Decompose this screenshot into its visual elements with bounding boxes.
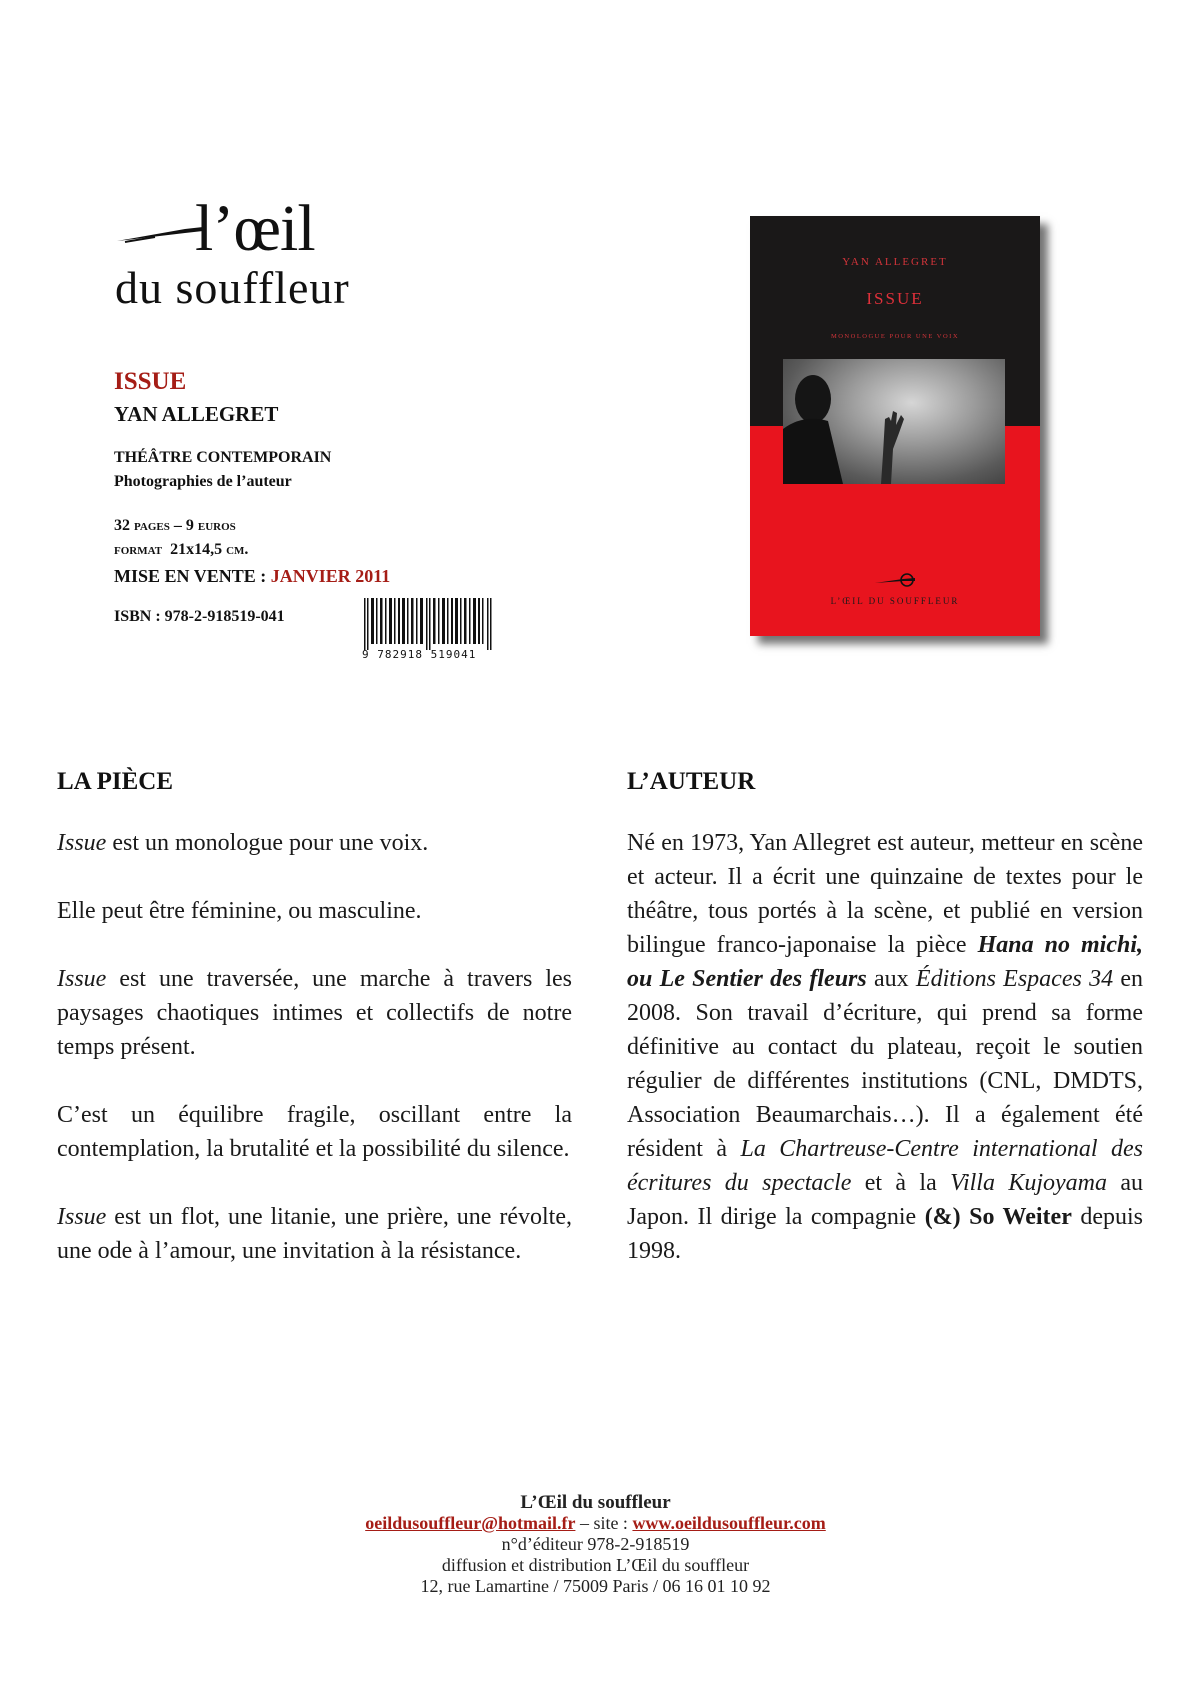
cover-title: ISSUE bbox=[866, 289, 924, 308]
book-format bbox=[114, 541, 248, 559]
book-isbn: ISBN : 978-2-918519-041 bbox=[114, 608, 285, 625]
piece-paragraph bbox=[57, 1200, 572, 1268]
bio-text: depuis 1998. bbox=[627, 1204, 1143, 1264]
book-photo-credit: Photographies de l’auteur bbox=[114, 473, 292, 490]
piece-paragraph bbox=[57, 826, 572, 860]
pages-count: 32 bbox=[114, 517, 130, 534]
book-title: ISSUE bbox=[114, 368, 187, 395]
book-release bbox=[114, 566, 390, 587]
book-author: YAN ALLEGRET bbox=[114, 402, 279, 426]
footer-publisher-name: L’Œil du souffleur bbox=[520, 1492, 671, 1513]
footer-distribution: diffusion et distribution L’Œil du souffleur bbox=[441, 1555, 750, 1575]
book-cover bbox=[750, 216, 1040, 636]
release-date: JANVIER 2011 bbox=[270, 566, 391, 586]
cover-photo bbox=[783, 359, 1005, 484]
play-title-italic: Issue bbox=[57, 966, 107, 992]
footer-editor-number: n°d’éditeur 978-2-918519 bbox=[501, 1534, 690, 1554]
bio-residency: La Chartreuse-Centre international des écritures du spectacle bbox=[627, 1136, 1144, 1196]
price-value: 9 bbox=[185, 517, 194, 534]
piece-paragraph bbox=[57, 894, 572, 928]
piece-paragraph bbox=[57, 962, 572, 1064]
format-value: 21x14,5 bbox=[170, 541, 223, 558]
footer-email-link[interactable]: oeildusouffleur@hotmail.fr bbox=[365, 1513, 576, 1533]
bio-company: (&) So Weiter bbox=[924, 1204, 1072, 1230]
play-title-italic: Issue bbox=[57, 1204, 107, 1230]
book-genre: THÉÂTRE CONTEMPORAIN bbox=[114, 449, 332, 466]
bio-book-title: Hana no michi, ou Le Sentier des fleurs bbox=[627, 932, 1143, 992]
footer-contact-line bbox=[0, 1513, 1191, 1534]
play-title-italic: Issue bbox=[57, 830, 107, 856]
bio-text: et à la bbox=[851, 1170, 951, 1196]
paragraph-text: C’est un équilibre fragile, oscillant entre la contemplation, la brutalité et la possibilité du silence. bbox=[57, 1102, 572, 1162]
barcode-bars bbox=[362, 598, 496, 650]
piece-paragraph bbox=[57, 1098, 572, 1166]
bio-text: aux bbox=[866, 966, 916, 992]
pages-word: pages bbox=[134, 517, 170, 534]
cover-author: YAN ALLEGRET bbox=[842, 256, 948, 268]
logo-wordmark: l’œil bbox=[195, 192, 315, 265]
logo-subtitle: du souffleur bbox=[115, 262, 350, 313]
bio-text: Né en 1973, Yan Allegret est auteur, metteur en scène et acteur. Il a écrit une quinzaine de textes pour le théâtre, tous portés à la scène, et publié en version bilingue franco-japonaise la pièce bbox=[627, 830, 1143, 958]
release-label: MISE EN VENTE : bbox=[114, 566, 267, 586]
bio-text: au Japon. Il dirige la compagnie bbox=[627, 1170, 1143, 1230]
book-pages-price bbox=[114, 517, 236, 535]
silhouette-image bbox=[783, 359, 1005, 484]
footer-website-link[interactable]: www.oeildusouffleur.com bbox=[632, 1513, 826, 1533]
bio-text: en 2008. Son travail d’écriture, qui prend sa forme définitive au contact du plateau, reçoit le soutien régulier de différentes institutions (CNL, DMDTS, Association Beaumarchais…). Il a également été résident à bbox=[627, 966, 1144, 1162]
footer-address: 12, rue Lamartine / 75009 Paris / 06 16 01 10 92 bbox=[420, 1576, 771, 1596]
author-heading: L’AUTEUR bbox=[627, 768, 756, 795]
bio-villa: Villa Kujoyama bbox=[950, 1170, 1107, 1196]
piece-heading: LA PIÈCE bbox=[57, 768, 174, 795]
footer bbox=[0, 1492, 1191, 1597]
paragraph-text: Elle peut être féminine, ou masculine. bbox=[57, 898, 422, 924]
author-paragraph bbox=[627, 826, 1143, 1268]
piece-text bbox=[57, 826, 572, 1302]
format-word: format bbox=[114, 541, 163, 558]
bio-publisher: Éditions Espaces 34 bbox=[915, 966, 1114, 992]
cover-logo-icon bbox=[875, 571, 917, 589]
paragraph-text: est un flot, une litanie, une prière, une révolte, une ode à l’amour, une invitation à la résistance. bbox=[57, 1204, 572, 1264]
price-word: euros bbox=[197, 517, 236, 534]
author-bio bbox=[627, 826, 1143, 1268]
format-unit: cm. bbox=[226, 541, 249, 558]
cover-subtitle: MONOLOGUE POUR UNE VOIX bbox=[830, 333, 960, 340]
publisher-logo bbox=[115, 192, 405, 325]
price-separator: – bbox=[169, 517, 186, 534]
footer-site-label: – site : bbox=[575, 1513, 633, 1533]
eye-quill-logo-mark bbox=[115, 219, 207, 249]
paragraph-text: est une traversée, une marche à travers les paysages chaotiques intimes et collectifs de notre temps présent. bbox=[57, 966, 572, 1060]
barcode bbox=[362, 598, 496, 664]
paragraph-text: est un monologue pour une voix. bbox=[106, 830, 429, 856]
barcode-digits: 9 782918 519041 bbox=[362, 648, 477, 661]
cover-publisher: L’ŒIL DU SOUFFLEUR bbox=[830, 596, 960, 606]
